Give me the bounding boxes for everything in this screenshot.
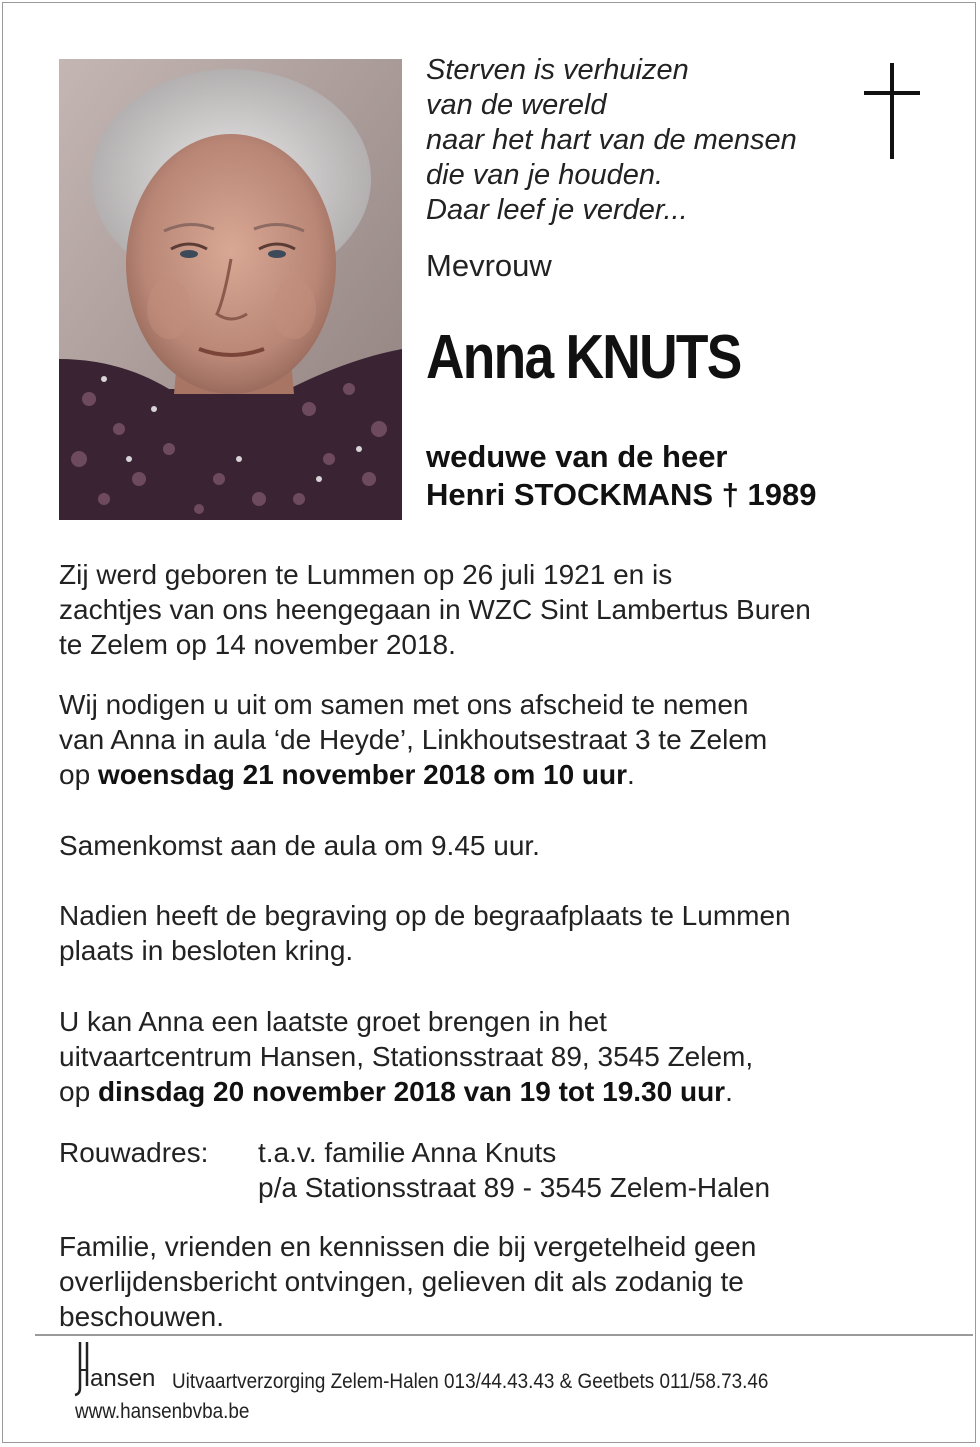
text-line: van Anna in aula ‘de Heyde’, Linkhoutsestraat 3 te Zelem xyxy=(59,724,768,755)
website-link[interactable]: www.hansenbvba.be xyxy=(75,1400,250,1423)
honorific: Mevrouw xyxy=(426,248,552,283)
text-line: U kan Anna een laatste groet brengen in het xyxy=(59,1006,607,1037)
footer-divider xyxy=(35,1334,973,1336)
birth-paragraph xyxy=(59,557,811,662)
poem xyxy=(426,53,797,228)
text-line: zachtjes van ons heengegaan in WZC Sint Lambertus Buren xyxy=(59,594,811,625)
mourning-address xyxy=(59,1135,770,1205)
invitation-paragraph xyxy=(59,687,767,792)
poem-line: Sterven is verhuizen xyxy=(426,54,689,86)
portrait-photo xyxy=(59,59,402,520)
closing-paragraph xyxy=(59,1229,756,1334)
text-line: Wij nodigen u uit om samen met ons afscheid te nemen xyxy=(59,689,749,720)
text-line xyxy=(59,1135,770,1170)
ceremony-datetime: woensdag 21 november 2018 om 10 uur xyxy=(97,759,628,790)
gathering-paragraph xyxy=(59,828,540,863)
spouse-name: Henri STOCKMANS † 1989 xyxy=(426,477,817,512)
text-line: beschouwen. xyxy=(59,1301,225,1332)
address-line: p/a Stationsstraat 89 - 3545 Zelem-Halen xyxy=(258,1172,771,1203)
widow-line: weduwe van de heer xyxy=(426,439,728,474)
poem-line: Daar leef je verder... xyxy=(426,194,688,226)
poem-line: van de wereld xyxy=(426,89,607,121)
text-line: plaats in besloten kring. xyxy=(59,935,354,966)
burial-paragraph xyxy=(59,898,791,968)
funeral-home-info: Uitvaartverzorging Zelem-Halen 013/44.43.43 & Geetbets 011/58.73.46 xyxy=(172,1370,769,1393)
address-label: Rouwadres: xyxy=(59,1137,209,1168)
cross-icon xyxy=(864,63,920,159)
text-line: Zij werd geboren te Lummen op 26 juli 1921 en is xyxy=(59,559,673,590)
text-line xyxy=(59,757,767,792)
text-line: uitvaartcentrum Hansen, Stationsstraat 89, 3545 Zelem, xyxy=(59,1041,754,1072)
text-line: te Zelem op 14 november 2018. xyxy=(59,629,456,660)
poem-line: die van je houden. xyxy=(426,159,664,191)
text-fragment: . xyxy=(725,1076,733,1107)
deceased-name: Anna KNUTS xyxy=(426,323,741,392)
visit-datetime: dinsdag 20 november 2018 van 19 tot 19.30 uur xyxy=(97,1076,726,1107)
visit-paragraph xyxy=(59,1004,753,1109)
text-fragment: . xyxy=(627,759,635,790)
text-fragment: op xyxy=(59,1076,98,1107)
text-line xyxy=(59,1074,753,1109)
widow-of xyxy=(426,438,817,514)
svg-text:ansen: ansen xyxy=(90,1365,156,1392)
text-line: Samenkomst aan de aula om 9.45 uur. xyxy=(59,830,540,861)
poem-line: naar het hart van de mensen xyxy=(426,124,797,156)
text-line: overlijdensbericht ontvingen, gelieven dit als zodanig te xyxy=(59,1266,744,1297)
text-line: Nadien heeft de begraving op de begraafplaats te Lummen xyxy=(59,900,791,931)
address-line: t.a.v. familie Anna Knuts xyxy=(258,1137,557,1168)
hansen-logo xyxy=(74,1340,169,1398)
text-line: Familie, vrienden en kennissen die bij vergetelheid geen xyxy=(59,1231,757,1262)
text-fragment: op xyxy=(59,759,98,790)
